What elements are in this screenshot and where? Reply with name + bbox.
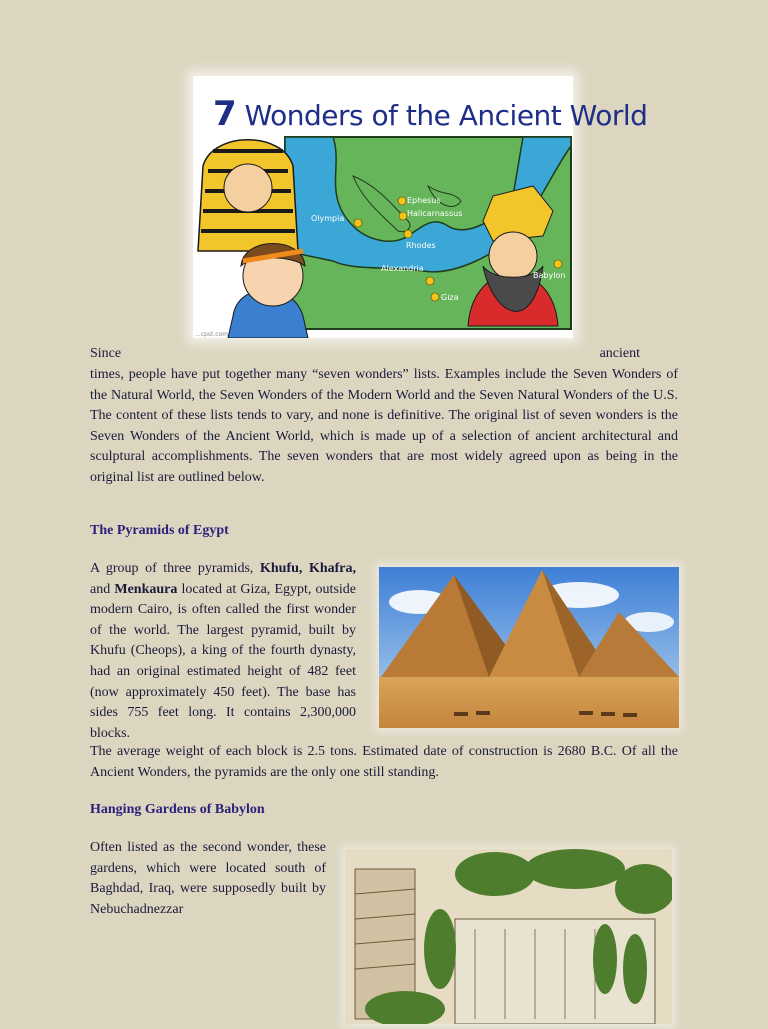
- image-credit: ...cpst.com: [195, 331, 229, 338]
- map-label-ephesus: Ephesus: [407, 196, 441, 205]
- map-label-halicarnassus: Halicarnassus: [407, 209, 463, 218]
- pyramids-illustration: [379, 567, 679, 728]
- map-label-alexandria: Alexandria: [381, 264, 424, 273]
- map-label-giza: Giza: [441, 293, 459, 302]
- intro-first-line: [90, 344, 640, 365]
- intro-paragraph: times, people have put together many “seven wonders” lists. Examples include the Seven Wonders of the Natural World, the Seven Wonders of the Modern World and the Seven Natural Wonders of the U.S. The content of these lists tends to vary, and none is definitive. The original list of seven wonders is the Seven Wonders of the Ancient World, which is made up of a selection of ancient architectural and sculptural accomplishments. The seven wonders that are most widely agreed upon as being in the original list are outlined below.: [90, 367, 678, 485]
- pyramids-paragraph: A group of three pyramids, Khufu, Khafra, and Menkaura located at Giza, Egypt, outside modern Cairo, is often called the first wonder of the world. The largest pyramid, built by Khufu (Cheops), a king of the fourth dynasty, had an original estimated height of 482 feet (now approximately 450 feet). The base has sides 755 feet long. It contains 2,300,000 blocks.: [90, 561, 357, 741]
- gardens-drawing: [345, 849, 672, 1024]
- map-label-olympia: Olympia: [311, 214, 345, 223]
- pyramids-paragraph-continued: The average weight of each block is 2.5 tons. Estimated date of construction is 2680 B.C. Of all the Ancient Wonders, the pyramids are the only one still standing.: [90, 744, 678, 780]
- pyramids-photo: [379, 567, 679, 728]
- menkaura-name: Menkaura: [114, 581, 178, 597]
- intro-last-word: ancient: [599, 346, 640, 361]
- gardens-paragraph: Often listed as the second wonder, these gardens, which were located south of Baghdad, Iraq, were supposedly built by Nebuchadnezzar: [90, 840, 326, 917]
- seven-wonders-banner-image: [193, 76, 648, 338]
- intro-first-word: Since: [90, 346, 122, 361]
- banner-title: 7 Wonders of the Ancient World: [213, 94, 648, 134]
- pyramids-heading: The Pyramids of Egypt: [90, 523, 229, 538]
- gardens-heading: Hanging Gardens of Babylon: [90, 802, 265, 817]
- map-label-rhodes: Rhodes: [406, 241, 436, 250]
- map-label-babylon: Babylon: [533, 271, 566, 280]
- khafra-name: Khafra,: [308, 561, 357, 576]
- hanging-gardens-illustration: [345, 849, 672, 1024]
- khufu-name: Khufu,: [259, 561, 303, 576]
